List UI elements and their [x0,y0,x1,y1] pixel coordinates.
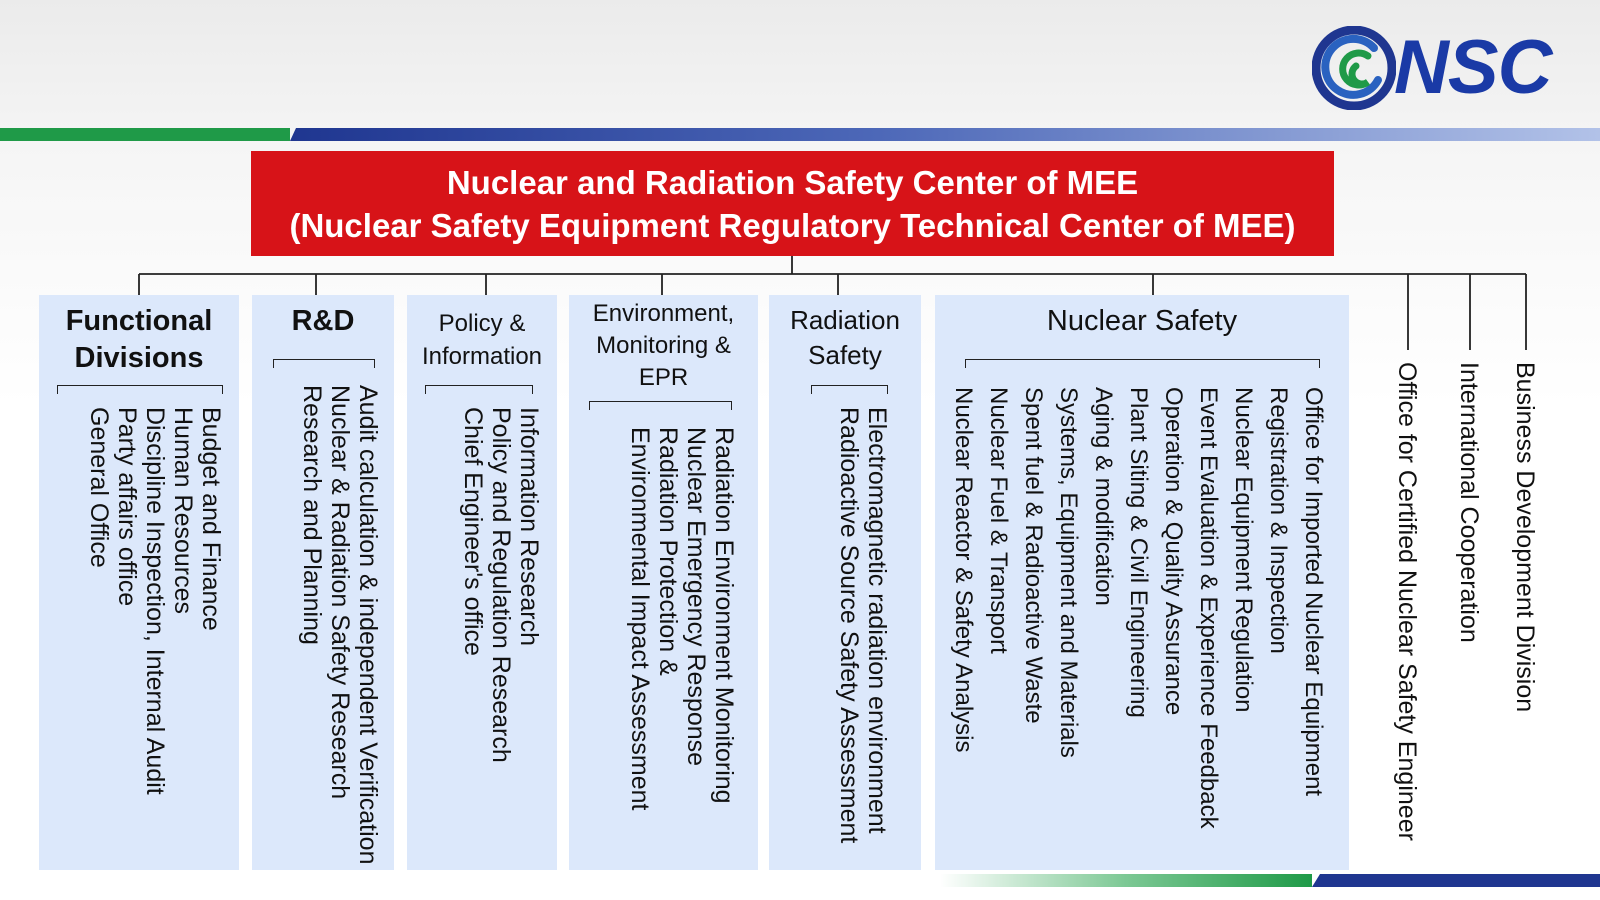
list-item: Information Research [515,407,543,647]
title-line-2: (Nuclear Safety Equipment Regulatory Technical Center of MEE) [289,206,1296,244]
list-item: Office for Imported Nuclear Equipment [1300,387,1327,797]
business-development-division: Business Development Division [1511,362,1539,713]
list-item: Radiation Protection & [654,427,682,676]
list-item: Research and Planning [298,385,326,645]
list-item: Chief Engineer's office [459,407,487,656]
list-item: Systems, Equipment and Materials [1055,387,1082,758]
vertical-item-list [298,385,382,865]
vertical-item-list [626,427,738,811]
bracket [425,385,533,394]
title-line-1: Nuclear and Radiation Safety Center of MEE [446,163,1139,201]
office-certified-engineer: Office for Certified Nuclear Safety Engineer [1393,362,1421,841]
vertical-item-list [459,407,543,763]
list-item: Registration & Inspection [1265,387,1292,654]
list-item: Budget and Finance [197,407,225,631]
list-item: Radioactive Source Safety Assessment [835,407,863,844]
panel-rd [252,295,394,870]
panel-heading: Nuclear Safety [1046,305,1238,337]
bracket [811,385,888,394]
list-item: Environmental Impact Assessment [626,427,654,811]
list-item: Human Resources [169,407,197,615]
bracket [965,359,1320,368]
vertical-item-list [85,407,225,795]
list-item: Spent fuel & Radioactive Waste [1020,387,1047,724]
panel-nuclear-safety [935,295,1349,870]
international-cooperation: International Cooperation [1455,362,1483,643]
list-item: Policy and Regulation Research [487,407,515,763]
bracket [589,401,732,410]
list-item: Event Evaluation & Experience Feedback [1195,387,1222,829]
panel-heading: Environment, Monitoring & EPR [592,300,735,391]
list-item: Plant Siting & Civil Engineering [1125,387,1152,718]
list-item: Nuclear & Radiation Safety Research [326,385,354,800]
bracket [273,359,375,368]
list-item: Nuclear Reactor & Safety Analysis [950,387,977,753]
panel-heading: Policy & Information [421,310,543,370]
list-item: Aging & modification [1090,387,1117,606]
panel-heading: Functional Divisions [65,305,213,374]
list-item: Operation & Quality Assurance [1160,387,1187,716]
bracket [57,385,223,394]
list-item: General Office [85,407,113,568]
logo-text: NSC [1394,25,1552,110]
panel-heading: Radiation Safety [790,305,900,370]
vertical-item-list [835,407,891,843]
panel-environment-monitoring-epr [569,295,758,870]
list-item: Discipline Inspection, Internal Audit [141,407,169,795]
panel-functional-divisions [39,295,239,870]
vertical-item-list [946,387,1331,829]
panel-heading: R&D [291,305,355,337]
list-item: Electromagnetic radiation environment [863,407,891,834]
list-item: Party affairs office [113,407,141,607]
panel-radiation-safety [769,295,921,870]
list-item: Audit calculation & independent Verification [354,385,382,865]
list-item: Nuclear Emergency Response [682,427,710,767]
panel-policy-information [407,295,557,870]
list-item: Radiation Environment Monitoring [710,427,738,804]
list-item: Nuclear Fuel & Transport [985,387,1012,654]
list-item: Nuclear Equipment Regulation [1230,387,1257,713]
